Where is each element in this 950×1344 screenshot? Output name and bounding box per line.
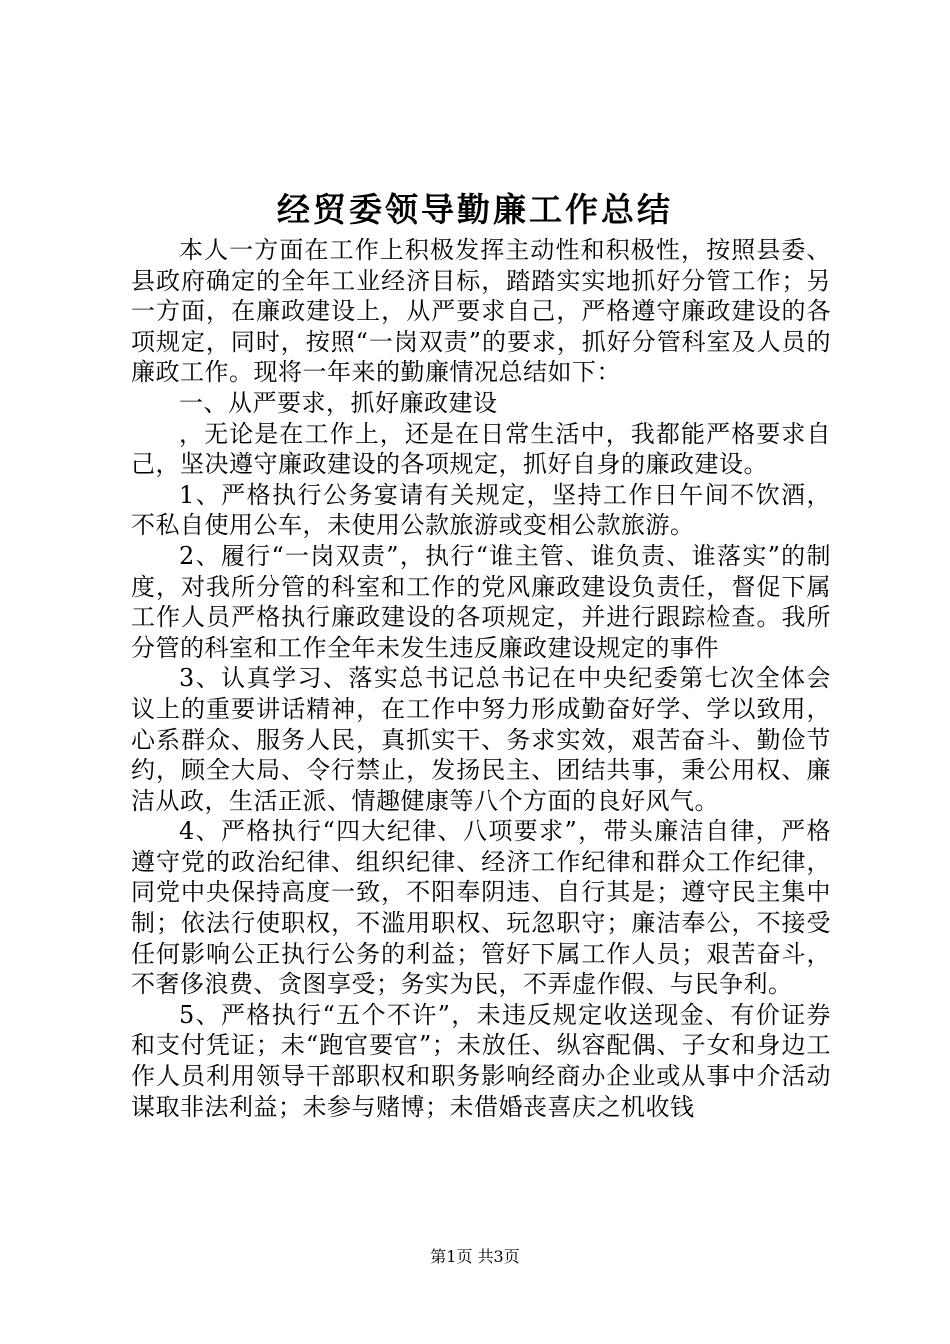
document-title: 经贸委领导勤廉工作总结 <box>277 190 673 229</box>
paragraph-item-5: 5、严格执行“五个不许”，未违反规定收送现金、有价证券和支付凭证；未“跑官要官”；未放任、纵容配偶、子女和身边工作人员利用领导干部职权和职务影响经商办企业或从事中介活动谋取非法利益；未参与赌博；未借婚丧喜庆之机收钱 <box>131 1000 831 1121</box>
paragraph-item-4: 4、严格执行“四大纪律、八项要求”，带头廉洁自律，严格遵守党的政治纪律、组织纪律、经济工作纪律和群众工作纪律，同党中央保持高度一致，不阳奉阴违、自行其是；遵守民主集中制；依法行使职权，不滥用职权、玩忽职守；廉洁奉公，不接受任何影响公正执行公务的利益；管好下属工作人员；艰苦奋斗，不奢侈浪费、贪图享受；务实为民，不弄虚作假、与民争利。 <box>131 817 831 999</box>
page-footer: 第1页 共3页 <box>430 1247 520 1266</box>
paragraph-item-2: 2、履行“一岗双责”，执行“谁主管、谁负责、谁落实”的制度，对我所分管的科室和工作的党风廉政建设负责任，督促下属工作人员严格执行廉政建设的各项规定，并进行跟踪检查。我所分管的科室和工作全年未发生违反廉政建设规定的事件 <box>131 541 831 662</box>
section-heading-1: 一、从严要求，抓好廉政建设 <box>179 388 498 417</box>
paragraph-item-3: 3、认真学习、落实总书记总书记在中央纪委第七次全体会议上的重要讲话精神，在工作中努力形成勤奋好学、学以致用，心系群众、服务人民，真抓实干、务求实效，艰苦奋斗、勤俭节约，顾全大局、令行禁止，发扬民主、团结共事，秉公用权、廉洁从政，生活正派、情趣健康等八个方面的良好风气。 <box>131 664 831 815</box>
document-body <box>131 235 831 1122</box>
paragraph-item-1: 1、严格执行公务宴请有关规定，坚持工作日午间不饮酒，不私自使用公车，未使用公款旅游或变相公款旅游。 <box>131 480 831 540</box>
paragraph-section-1: ，无论是在工作上，还是在日常生活中，我都能严格要求自己，坚决遵守廉政建设的各项规定，抓好自身的廉政建设。 <box>131 419 831 479</box>
paragraph-intro: 本人一方面在工作上积极发挥主动性和积极性，按照县委、县政府确定的全年工业经济目标，踏踏实实地抓好分管工作；另一方面，在廉政建设上，从严要求自己，严格遵守廉政建设的各项规定，同时，按照“一岗双责”的要求，抓好分管科室及人员的廉政工作。现将一年来的勤廉情况总结如下： <box>131 236 831 387</box>
